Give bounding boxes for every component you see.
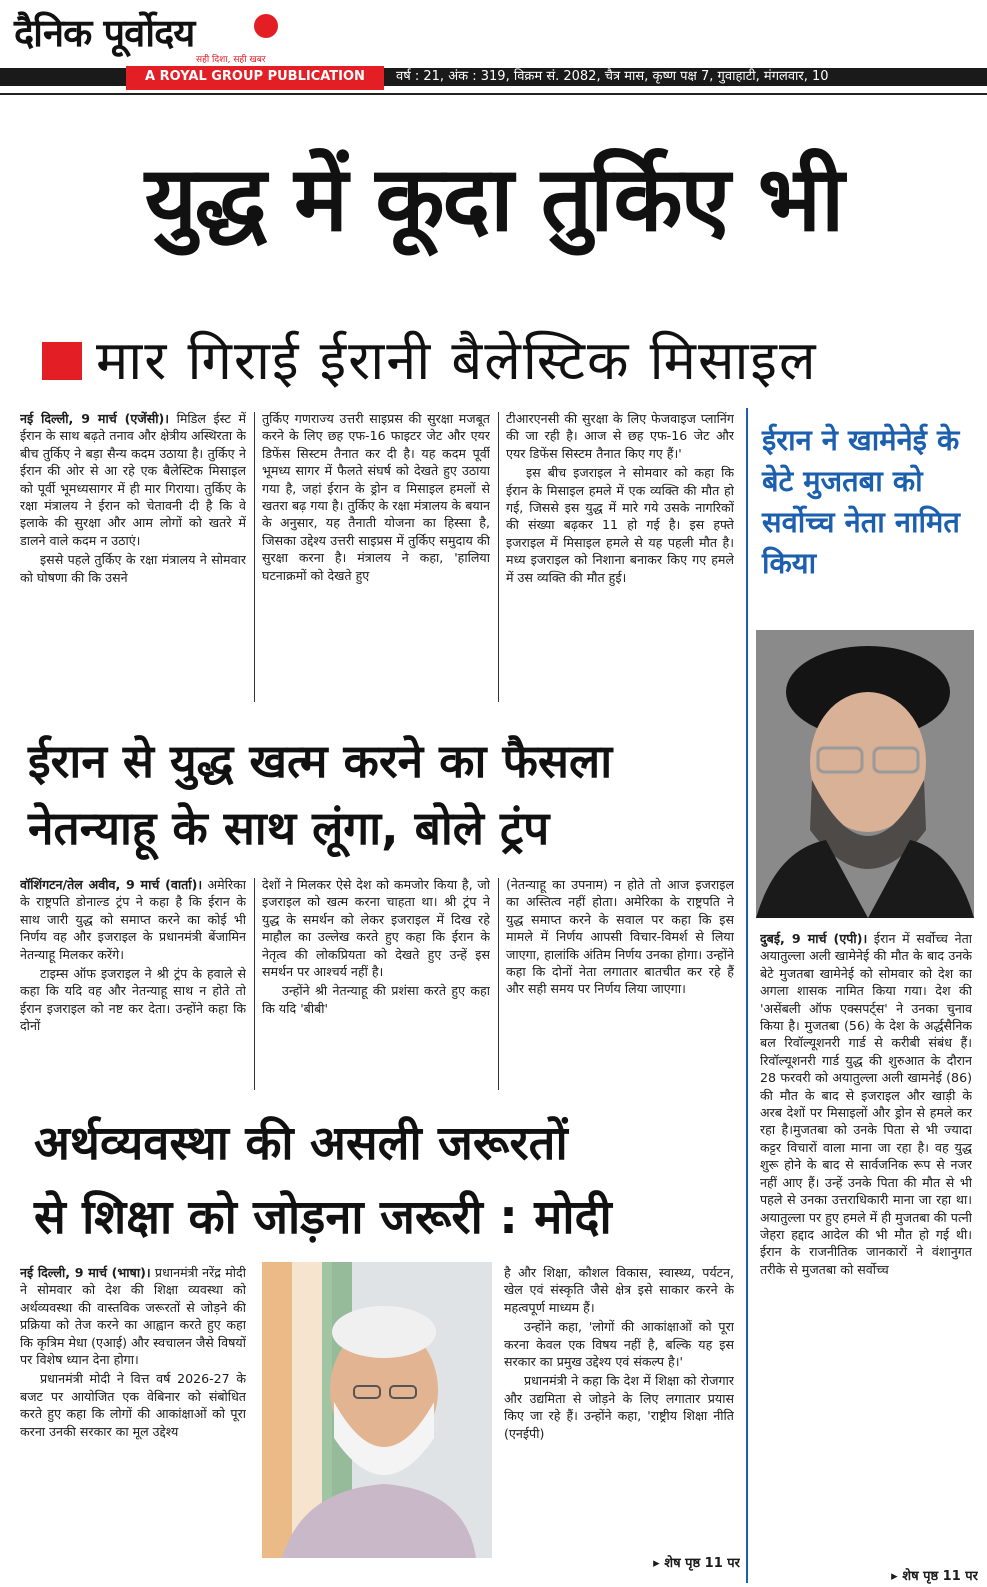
- lead-col1-text: मिडिल ईस्ट में ईरान के साथ बढ़ते तनाव और क्षेत्रीय अस्थिरता के बीच तुर्किए ने बड़ा सैन्य कदम उठाया है। तुर्किए ने ईरान की ओर से आ रहे एक बैलेस्टिक मिसाइल को पूर्वी भूमध्यसागर में ही मार गिराया। तुर्किए के रक्षा मंत्रालय ने ईरान को चेतावनी दी है कि वे इलाके की सुरक्षा और आम लोगों को खतरे में डालने वाले कदम न उठाएं।: [20, 411, 246, 548]
- trump-dateline: वॉशिंगटन/तेल अवीव, 9 मार्च (वार्ता)।: [20, 877, 203, 892]
- masthead: [0, 0, 987, 82]
- modi-headline-line2: से शिक्षा को जोड़ना जरूरी : मोदी: [34, 1190, 612, 1245]
- trump-col2b-text: उन्होंने श्री नेतन्याहू की प्रशंसा करते हुए कहा कि यदि 'बीबी': [262, 983, 490, 1016]
- trump-column-1: [20, 876, 246, 1098]
- portrait-illustration: [756, 630, 974, 918]
- tagline: सही दिशा, सही खबर: [196, 55, 266, 65]
- modi-photo: [262, 1262, 492, 1558]
- modi-headline-line1: अर्थव्यवस्था की असली जरूरतों: [34, 1116, 568, 1171]
- trump-headline-line2: नेतन्याहू के साथ लूंगा, बोले ट्रंप: [28, 801, 550, 855]
- trump-col3-text: (नेतन्याहू का उपनाम) न होते तो आज इजराइल का अस्तित्व नहीं होता। अमेरिका के राष्ट्रपति ने युद्ध समाप्त करने के सवाल पर कहा कि इस मामले में निर्णय आपसी विचार-विमर्श से लिया जाएगा, हालांकि अंतिम निर्णय उनका होगा। उन्होंने कहा कि दोनों नेता लगातार बातचीत कर रहे हैं और सही समय पर निर्णय लिया जाएगा।: [506, 877, 734, 997]
- modi-col3c-text: प्रधानमंत्री ने कहा कि देश में शिक्षा को रोजगार और उद्यमिता से जोड़ने के लिए लगातार प्रयास किए जा रहे हैं। उन्होंने कहा, 'राष्ट्रीय शिक्षा नीति (एनईपी): [504, 1373, 734, 1441]
- column-divider: [254, 412, 255, 702]
- bullet-square-icon: [42, 342, 82, 380]
- trump-col1b-text: टाइम्स ऑफ इजराइल ने श्री ट्रंप के हवाले से कहा कि यदि वह और नेतन्याहू साथ न होते तो ईरान इजराइल को नष्ट कर देता। उन्होंने कहा कि दोनों: [20, 966, 246, 1034]
- column-divider: [498, 412, 499, 702]
- sidebar-divider: [746, 408, 748, 1583]
- portrait-illustration: [262, 1262, 492, 1558]
- column-divider: [498, 878, 499, 1090]
- lead-col1b-text: इससे पहले तुर्किए के रक्षा मंत्रालय ने सोमवार को घोषणा की कि उसने: [20, 552, 246, 585]
- issue-dateline: वर्ष : 21, अंक : 319, विक्रम सं. 2082, चैत्र मास, कृष्ण पक्ष 7, गुवाहाटी, मंगलवार, 10: [396, 69, 829, 84]
- sidebar-continued-label: शेष पृष्ठ 11 पर: [902, 1569, 978, 1584]
- sidebar-continued[interactable]: ▸ शेष पृष्ठ 11 पर: [828, 1568, 978, 1585]
- mujtaba-photo: [756, 630, 974, 918]
- newspaper-logo: दैनिक पूर्वोदय: [14, 11, 195, 55]
- sidebar-dateline: दुबई, 9 मार्च (एपी)।: [760, 931, 868, 946]
- modi-col3-text: है और शिक्षा, कौशल विकास, स्वास्थ्य, पर्यटन, खेल एवं संस्कृति जैसे क्षेत्र इसे साकार करने के महत्वपूर्ण माध्यम हैं।: [504, 1265, 734, 1315]
- masthead-rule: [0, 93, 987, 95]
- lead-dateline: नई दिल्ली, 9 मार्च (एजेंसी)।: [20, 411, 170, 426]
- modi-col1-text: प्रधानमंत्री नरेंद्र मोदी ने सोमवार को देश की शिक्षा व्यवस्था को अर्थव्यवस्था की वास्तविक जरूरतों से जोड़ने की प्रक्रिया को तेज करने का आह्वान करते हुए कहा कि कृत्रिम मेधा (एआई) और स्वचालन जैसे विषयों पर विशेष ध्यान देना होगा।: [20, 1265, 246, 1368]
- modi-continued-label: शेष पृष्ठ 11 पर: [664, 1556, 740, 1571]
- modi-continued[interactable]: ▸ शेष पृष्ठ 11 पर: [653, 1556, 740, 1571]
- trump-column-2: [262, 876, 490, 1098]
- lead-subheadline: मार गिराई ईरानी बैलेस्टिक मिसाइल: [96, 329, 818, 392]
- publication-badge: A ROYAL GROUP PUBLICATION: [126, 66, 384, 90]
- modi-dateline: नई दिल्ली, 9 मार्च (भाषा)।: [20, 1265, 151, 1280]
- trump-column-3: [506, 876, 734, 1098]
- lead-col2-text: तुर्किए गणराज्य उत्तरी साइप्रस की सुरक्षा मजबूत करने के लिए छह एफ-16 फाइटर जेट और एयर डिफेंस सिस्टम तैनात कर दी है। यह कदम पूर्वी भूमध्य सागर में फैलते संघर्ष को देखते हुए उठाया गया है, जहां ईरान के ड्रोन व मिसाइल हमलों से खतरा बढ़ गया है। तुर्किए के रक्षा मंत्रालय के बयान के अनुसार, यह तैनाती योजना का हिस्सा है, जिसका उद्देश्य उत्तरी साइप्रस में तुर्किए समुदाय की सुरक्षा करना है। मंत्रालय ने कहा, 'हालिया घटनाक्रमों को देखते हुए: [262, 411, 490, 583]
- modi-column-1: [20, 1264, 246, 1582]
- column-divider: [254, 878, 255, 1090]
- sidebar-body: [760, 930, 972, 1570]
- sidebar-headline: ईरान ने खामेनेई के बेटे मुजतबा को सर्वोच्च नेता नामित किया: [762, 423, 960, 580]
- lead-column-1: [20, 410, 246, 710]
- trump-col2-text: देशों ने मिलकर ऐसे देश को कमजोर किया है, जो इजराइल को खत्म करना चाहता था। श्री ट्रंप ने युद्ध के समर्थन को लेकर इजराइल में दिख रहे माहौल का उल्लेख करते हुए कहा कि ईरान के नेतृत्व की लोकप्रियता को देखते हुए उन्हें इस समर्थन पर आश्चर्य नहीं है।: [262, 877, 490, 980]
- logo-dot-icon: [254, 14, 278, 38]
- trump-headline-line1: ईरान से युद्ध खत्म करने का फैसला: [28, 734, 613, 788]
- lead-column-2: [262, 410, 490, 710]
- modi-col3b-text: उन्होंने कहा, 'लोगों की आकांक्षाओं को पूरा करना केवल एक विषय नहीं है, बल्कि यह इस सरकार का प्रमुख उद्देश्य एवं संकल्प है।': [504, 1319, 734, 1370]
- lead-col3b-text: इस बीच इजराइल ने सोमवार को कहा कि ईरान के मिसाइल हमले में एक व्यक्ति की मौत हो गई, जिससे इस युद्ध में मारे गये उसके नागरिकों की संख्या बढ़कर 11 हो गई है। इस हफ्ते इजराइल में मिसाइल हमले से यह पहली मौत है। मध्य इजराइल को निशाना बनाकर किए गए हमले में उस व्यक्ति की मौत हुई।: [506, 465, 734, 585]
- lead-col3-text: टीआरएनसी की सुरक्षा के लिए फेजवाइज प्लानिंग की जा रही है। आज से छह एफ-16 जेट और एयर डिफेंस सिस्टम तैनात किए गए हैं।': [506, 411, 734, 461]
- modi-column-3: [504, 1264, 734, 1564]
- modi-col1b-text: प्रधानमंत्री मोदी ने वित्त वर्ष 2026-27 के बजट पर आयोजित एक वेबिनार को संबोधित करते हुए कहा कि लोगों की आकांक्षाओं को पूरा करना उनकी सरकार का मूल उद्देश्य: [20, 1371, 246, 1439]
- lead-column-3: [506, 410, 734, 710]
- trump-col1-text: अमेरिका के राष्ट्रपति डोनाल्ड ट्रंप ने कहा है कि ईरान के साथ जारी युद्ध को समाप्त करने का कोई भी निर्णय वह और इजराइल के प्रधानमंत्री बेंजामिन नेतन्याहू मिलकर करेंगे।: [20, 877, 246, 962]
- sidebar-body-text: ईरान में सर्वोच्च नेता अयातुल्ला अली खामेनेई की मौत के बाद उनके बेटे मुजतबा खामेनेई को सोमवार को देश का अगला शासक नामित किया गया। देश की 'असेंबली ऑफ एक्सपर्ट्स' ने उनका चुनाव किया है। मुजतबा (56) के देश के अर्द्धसैनिक बल रिवॉल्यूशनरी गार्ड से करीबी संबंध हैं। रिवॉल्यूशनरी गार्ड युद्ध की शुरुआत के दौरान 28 फरवरी को अयातुल्ला अली खामनेई (86) की मौत के बाद से इजराइल और खाड़ी के अरब देशों पर मिसाइलों और ड्रोन से हमले कर रहा है।मुजतबा को उनके पिता से भी ज्यादा कट्टर विचारों वाला माना जा रहा है। वह युद्ध शुरू होने के बाद से सार्वजनिक रूप से नजर नहीं आए हैं। उन्हें उनके पिता की मौत से भी पहले से उनका उत्तराधिकारी माना जा रहा था।अयातुल्ला पर हुए हमले में ही मुजतबा की पत्नी जेहरा हद्दाद आदेल की भी मौत हो गई थी। ईरान के राजनीतिक जानकारों ने वंशानुगत तरीके से मुजतबा को सर्वोच्च: [760, 931, 972, 1277]
- lead-headline: युद्ध में कूदा तुर्किए भी: [144, 147, 843, 252]
